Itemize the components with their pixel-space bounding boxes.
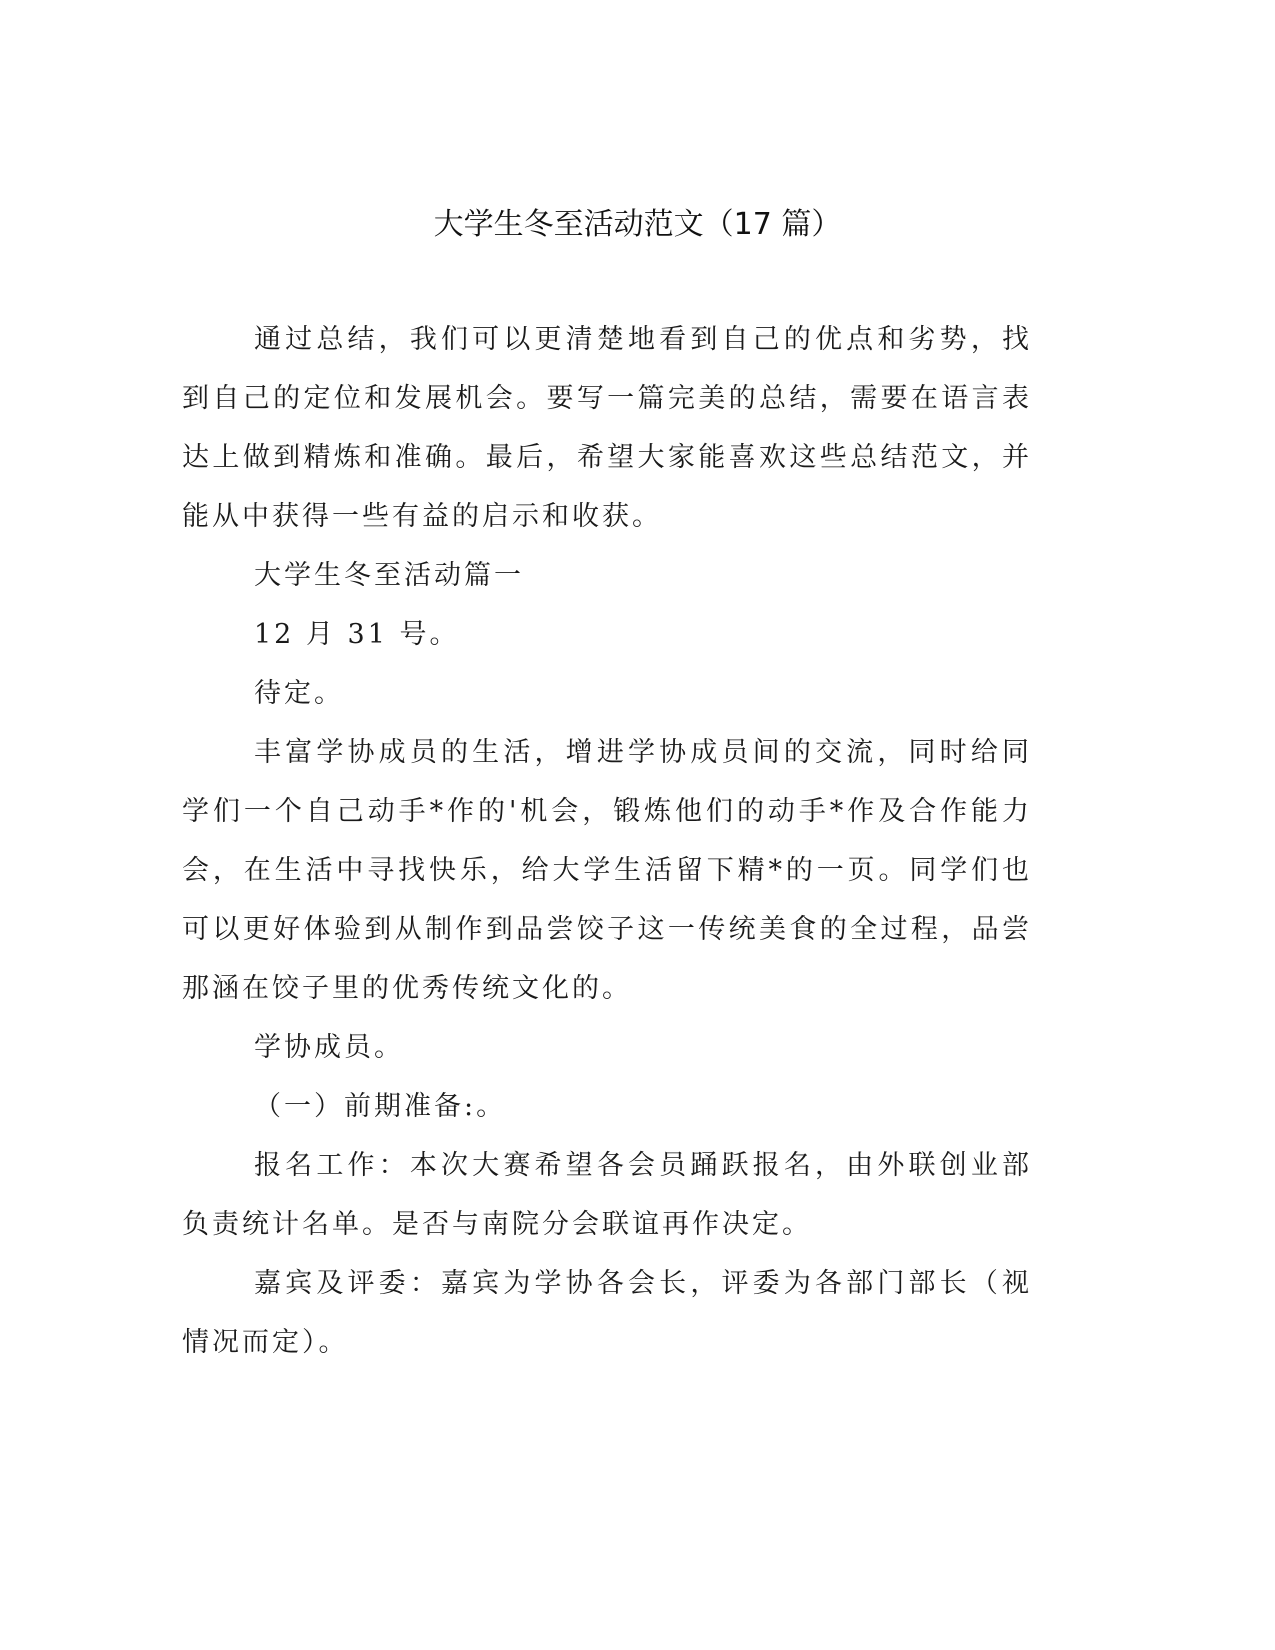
paragraph-registration: 报名工作：本次大赛希望各会员踊跃报名，由外联创业部负责统计名单。是否与南院分会联谊再作决定。 — [182, 1150, 1032, 1240]
paragraph-date: 12 月 31 号。 — [254, 619, 460, 650]
paragraph-intro: 通过总结，我们可以更清楚地看到自己的优点和劣势，找到自己的定位和发展机会。要写一篇完美的总结，需要在语言表达上做到精炼和准确。最后，希望大家能喜欢这些总结范文，并能从中获得一些有益的启示和收获。 — [182, 324, 1032, 532]
paragraph-preparation-heading: （一）前期准备:。 — [254, 1091, 507, 1122]
section-heading-part-one: 大学生冬至活动篇一 — [254, 560, 524, 591]
paragraph-purpose: 丰富学协成员的生活，增进学协成员间的交流，同时给同学们一个自己动手*作的'机会，锻炼他们的动手*作及合作能力会，在生活中寻找快乐，给大学生活留下精*的一页。同学们也可以更好体验到从制作到品尝饺子这一传统美食的全过程，品尝那涵在饺子里的优秀传统文化的。 — [182, 737, 1032, 1004]
paragraph-guests-judges: 嘉宾及评委：嘉宾为学协各会长，评委为各部门部长（视情况而定）。 — [182, 1268, 1032, 1358]
paragraph-location: 待定。 — [254, 678, 344, 709]
document-title: 大学生冬至活动范文（17 篇） — [433, 207, 842, 242]
document-body — [182, 310, 1032, 1372]
paragraph-participants: 学协成员。 — [254, 1032, 404, 1063]
